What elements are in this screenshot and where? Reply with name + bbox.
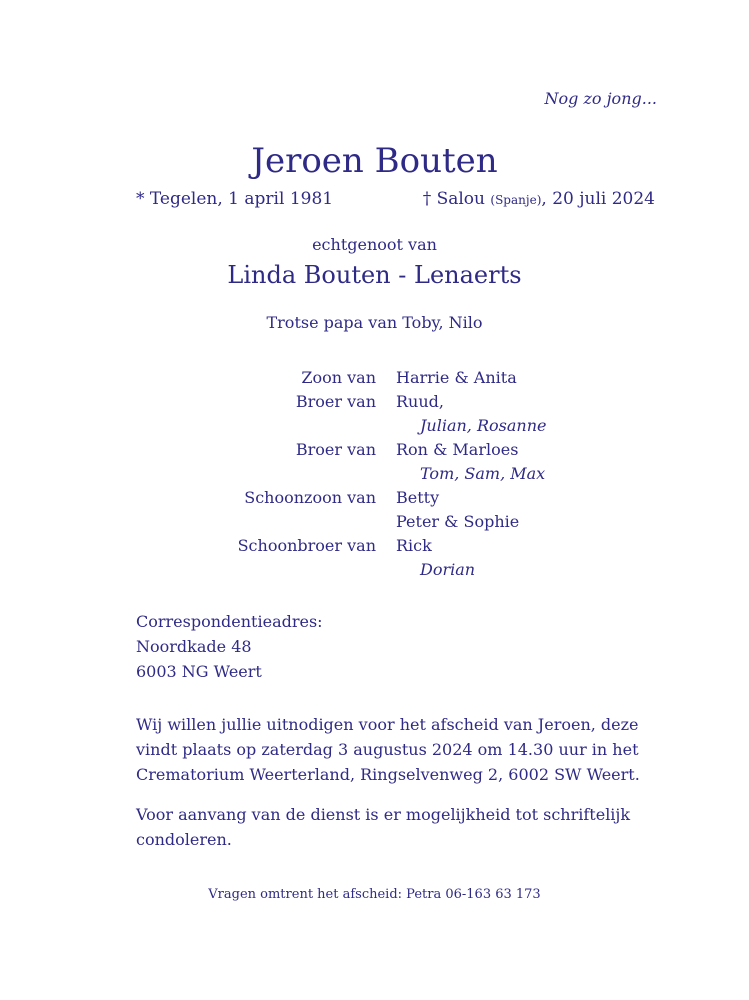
family-row	[0, 558, 749, 582]
family-row	[0, 414, 749, 438]
family-names: Rick	[396, 536, 432, 555]
family-grandchildren: Tom, Sam, Max	[420, 464, 546, 483]
correspondence-address	[136, 609, 323, 684]
family-relation: Broer van	[295, 440, 376, 459]
family-row	[0, 510, 749, 534]
family-relation: Schoonbroer van	[237, 536, 376, 555]
address-label: Correspondentieadres:	[136, 612, 323, 631]
invitation-line: Crematorium Weerterland, Ringselvenweg 2, 6002 SW Weert.	[136, 765, 640, 784]
family-relation: Zoon van	[301, 368, 376, 387]
family-row	[0, 486, 749, 510]
family-relation: Schoonzoon van	[244, 488, 376, 507]
invitation-line: Wij willen jullie uitnodigen voor het afscheid van Jeroen, deze	[136, 715, 639, 734]
spouse-intro: echtgenoot van	[312, 235, 437, 254]
invitation-text	[136, 712, 640, 787]
address-street: Noordkade 48	[136, 637, 252, 656]
death-info	[423, 189, 655, 209]
contact-line: Vragen omtrent het afscheid: Petra 06-163 63 173	[208, 887, 541, 902]
family-names: Betty	[396, 488, 440, 507]
address-city: 6003 NG Weert	[136, 662, 262, 681]
family-row	[0, 462, 749, 486]
spouse-name: Linda Bouten - Lenaerts	[227, 261, 522, 289]
children-line: Trotse papa van Toby, Nilo	[266, 313, 483, 332]
condolence-text	[136, 802, 630, 852]
family-list	[0, 366, 749, 582]
birth-info: * Tegelen, 1 april 1981	[136, 189, 334, 209]
deceased-name: Jeroen Bouten	[251, 141, 498, 181]
family-names: Ron & Marloes	[396, 440, 519, 459]
death-place: † Salou	[422, 189, 485, 209]
condolence-line: condoleren.	[136, 830, 232, 849]
family-names: Peter & Sophie	[396, 512, 520, 531]
motto-text: Nog zo jong...	[544, 89, 657, 108]
death-date: , 20 juli 2024	[541, 189, 655, 209]
family-names: Harrie & Anita	[396, 368, 517, 387]
family-names: Ruud,	[396, 392, 444, 411]
death-country: (Spanje)	[490, 193, 542, 207]
family-row	[0, 390, 749, 414]
family-grandchildren: Dorian	[420, 560, 476, 579]
condolence-line: Voor aanvang van de dienst is er mogelijkheid tot schriftelijk	[136, 805, 631, 824]
family-relation: Broer van	[295, 392, 376, 411]
family-grandchildren: Julian, Rosanne	[420, 416, 547, 435]
family-row	[0, 366, 749, 390]
invitation-line: vindt plaats op zaterdag 3 augustus 2024 om 14.30 uur in het	[136, 740, 639, 759]
family-row	[0, 438, 749, 462]
family-row	[0, 534, 749, 558]
